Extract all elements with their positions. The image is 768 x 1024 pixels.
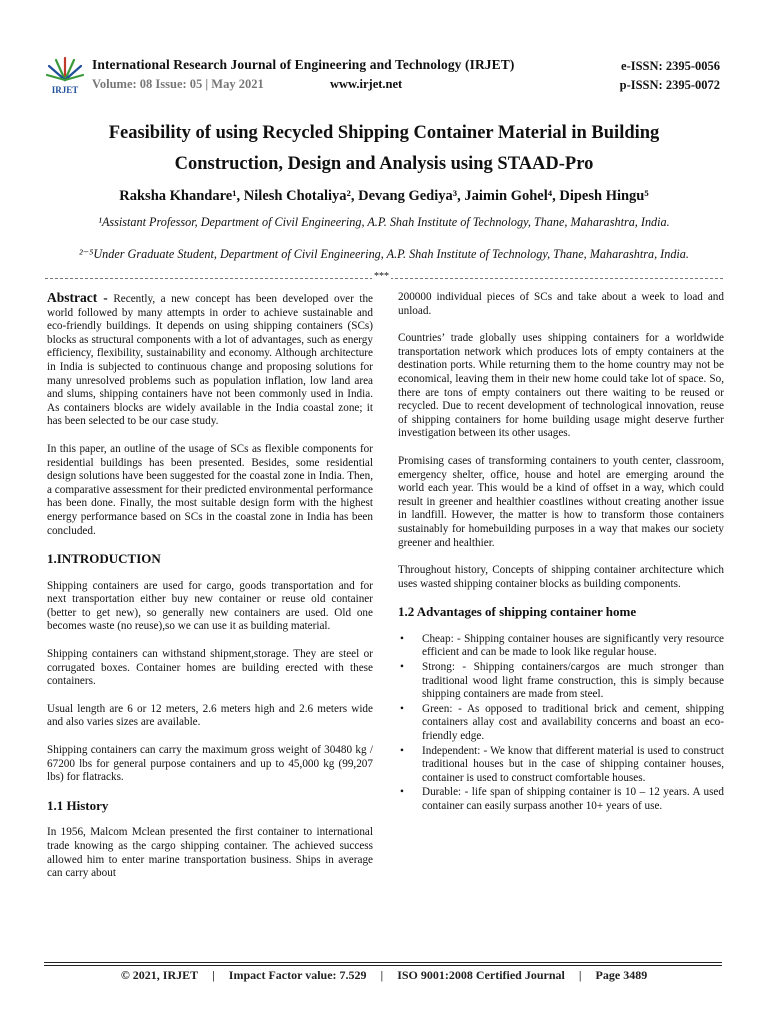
title-line-2: Construction, Design and Analysis using STAAD-Pro	[174, 154, 594, 174]
intro-paragraph-4: Shipping containers can carry the maximum gross weight of 30480 kg / 67200 lbs for general purpose containers and up to 45,000 kg (99,207 lbs) for flatracks.	[47, 744, 373, 784]
right-column	[398, 291, 724, 815]
history-paragraph-1: In 1956, Malcom Mclean presented the first container to international trade knowing as the cargo shipping container. The achieved success allowed him to enter marine transportation business. Ships in average can carry about	[47, 826, 373, 880]
journal-header	[44, 50, 724, 96]
introduction-heading: 1.INTRODUCTION	[47, 551, 161, 567]
footer-separator: |	[380, 968, 384, 982]
intro-paragraph-2: Shipping containers can withstand shipment,storage. They are steel or corrugated boxes. Container homes are building erected with these containers.	[47, 648, 373, 688]
abstract-paragraph-1	[47, 291, 373, 429]
list-item: • Green: - As opposed to traditional brick and cement, shipping containers allay cost and availability concerns and boast an eco-friendly edge.	[422, 703, 724, 744]
affiliation-1: ¹Assistant Professor, Department of Civil Engineering, A.P. Shah Institute of Technology, Thane, Maharashtra, India.	[98, 215, 670, 229]
right-paragraph-3: Promising cases of transforming containers to youth center, classroom, emergency shelter, office, house and hotel are emerging around the world each year. This would be a kind of offset in a way, which could result in greener and healthier coastlines without creating another issue in landfill. However, the matter is how to transform those containers sustainably for homebuilding purposes in a way that makes our society greener and healthier.	[398, 454, 724, 549]
abstract-paragraph-2: In this paper, an outline of the usage of SCs as flexible components for residential buildings has been presented. Besides, some residential design solutions have been suggested for the coastal zone in India. Then, a comparative assessment for their predicted environmental performance has been done. Finally, the most suitable design form with the highest energy performance based on SCs in the coastal zone in India has been concluded.	[47, 442, 373, 537]
journal-website-link[interactable]: www.irjet.net	[330, 77, 403, 91]
footer-impact-factor: Impact Factor value: 7.529	[228, 968, 367, 982]
footer-copyright: © 2021, IRJET	[120, 968, 199, 982]
journal-name: International Research Journal of Engineering and Technology (IRJET)	[92, 57, 515, 72]
affiliation-2: ²⁻⁵Under Graduate Student, Department of Civil Engineering, A.P. Shah Institute of Technology, Thane, Maharashtra, India.	[79, 247, 689, 261]
volume-issue: Volume: 08 Issue: 05 | May 2021	[92, 77, 264, 91]
paper-title	[40, 118, 728, 180]
list-item: • Strong: - Shipping containers/cargos are much stronger than traditional wood light frame construction, this is simply because shipping containers are made from steel.	[422, 661, 724, 702]
right-paragraph-2: Countries’ trade globally uses shipping containers for a worldwide transportation network which produces lots of empty containers at the destination ports. While returning them to the home country may not be economical, leaving them in their new home could take lot of space. So, there are tons of empty containers out there waiting to be reused or recycled. Due to recent development of technological innovation, reuse of shipping containers for home building usage might deserve further investigation between its other usages.	[398, 332, 724, 440]
intro-paragraph-3: Usual length are 6 or 12 meters, 2.6 meters high and 2.6 meters wide and also varies sizes are available.	[47, 702, 373, 729]
divider-stars: ***	[374, 271, 389, 282]
logo-text: IRJET	[51, 85, 79, 95]
e-issn: e-ISSN: 2395-0056	[621, 59, 720, 73]
right-paragraph-1: 200000 individual pieces of SCs and take about a week to load and unload.	[398, 291, 724, 317]
advantages-list	[398, 633, 724, 814]
footer-iso: ISO 9001:2008 Certified Journal	[397, 968, 565, 982]
footer-page-number: Page 3489	[595, 968, 648, 982]
intro-paragraph-1: Shipping containers are used for cargo, goods transportation and for next transportation either buy new container or reuse old container (better to get new), so generally new containers are used. Old one becomes waste (no reuse),so we can use it as building material.	[47, 579, 373, 633]
left-column	[47, 291, 373, 895]
footer-separator: |	[212, 968, 215, 982]
title-line-1: Feasibility of using Recycled Shipping Container Material in Building	[108, 123, 660, 143]
right-paragraph-4: Throughout history, Concepts of shipping container architecture which uses wasted shipping container blocks as building components.	[398, 564, 724, 590]
history-heading: 1.1 History	[47, 797, 109, 813]
page-footer	[44, 968, 724, 983]
author-list: Raksha Khandare¹, Nilesh Chotaliya², Devang Gediya³, Jaimin Gohel⁴, Dipesh Hingu⁵	[119, 188, 649, 204]
p-issn: p-ISSN: 2395-0072	[619, 78, 720, 92]
list-item: • Durable: - life span of shipping container is 10 – 12 years. A used container can easily surpass another 10+ years of use.	[422, 786, 724, 813]
abstract-label: Abstract -	[47, 290, 108, 305]
list-item: • Cheap: - Shipping container houses are significantly very resource efficient and can be made to look like regular house.	[422, 633, 724, 660]
footer-rule	[44, 962, 722, 966]
advantages-heading: 1.2 Advantages of shipping container home	[398, 604, 637, 620]
list-item: • Independent: - We know that different material is used to construct traditional houses but in the case of shipping container houses, container is used to construct comfortable houses.	[422, 745, 724, 786]
abstract-text-1: Recently, a new concept has been developed over the world followed by many attempts in order to achieve sustainable and eco-friendly buildings. It depends on using shipping containers (SCs) blocks as structural components with a lot of advantages, such as energy efficiency, flexibility, sustainability and economy. Although architecture in India is subjected to continuous change and proposing solutions for many unresolved problems such as population inflation, low land area and slums, shipping containers have not been commonly used in India. As containers blocks are widely available in the India coastal zone; it has been selected to be our case study.	[47, 293, 374, 428]
footer-separator: |	[578, 968, 582, 982]
irjet-logo-icon	[44, 50, 86, 96]
